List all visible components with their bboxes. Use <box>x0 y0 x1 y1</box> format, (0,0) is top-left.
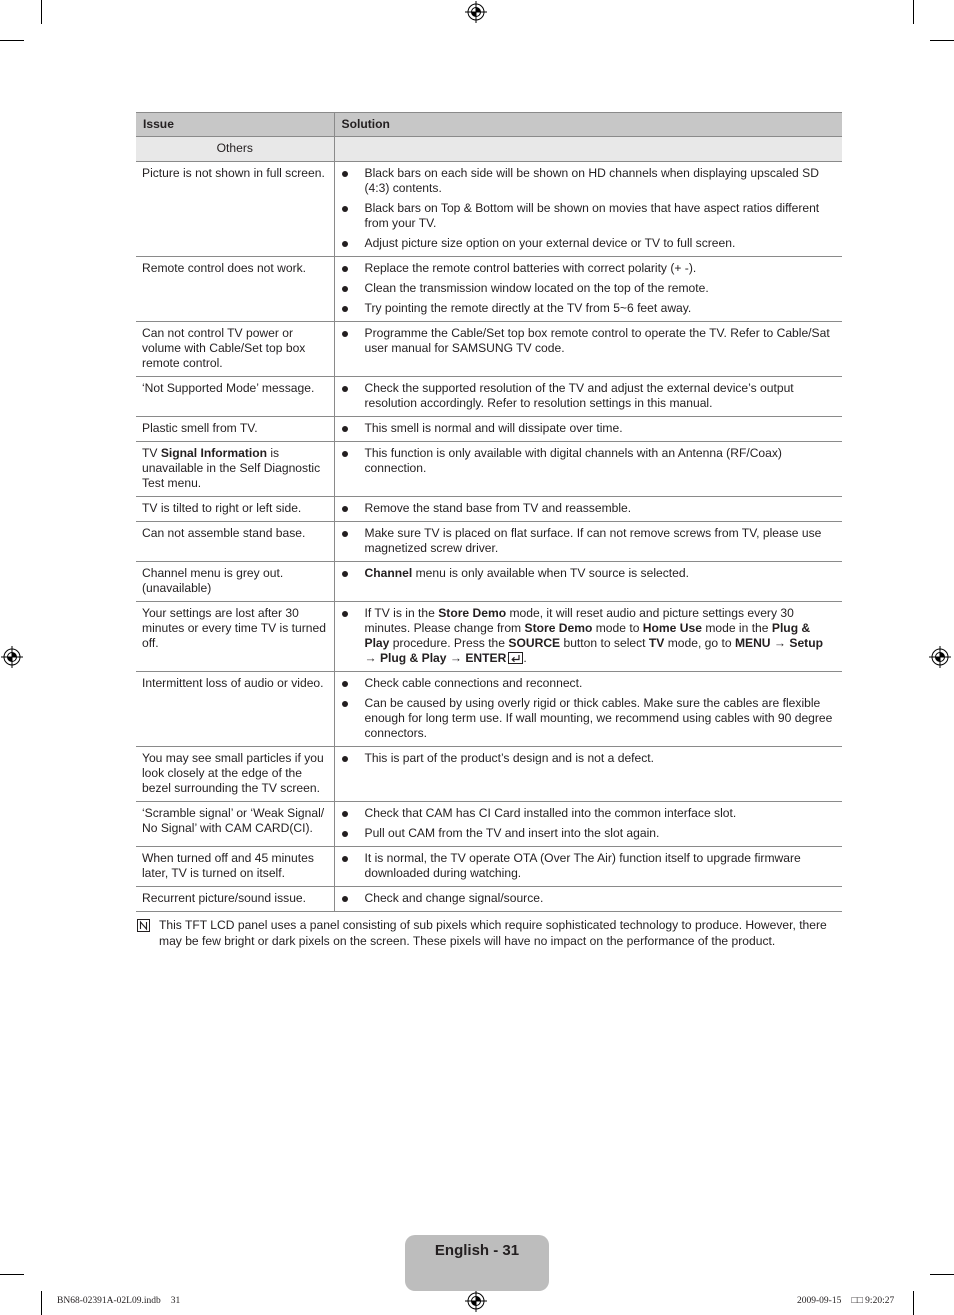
issue-cell <box>136 442 334 497</box>
solution-list <box>342 566 839 581</box>
solution-cell <box>334 847 842 887</box>
registration-mark-icon <box>929 646 951 668</box>
solution-list <box>342 526 839 556</box>
table-row <box>136 802 842 847</box>
bullet-icon <box>342 611 348 617</box>
issue-cell <box>136 497 334 522</box>
solution-cell <box>334 747 842 802</box>
issue-cell <box>136 522 334 562</box>
list-item <box>342 751 839 766</box>
bullet-icon <box>342 506 348 512</box>
text-run: Check that CAM has CI Card installed into the common interface slot. <box>364 806 737 820</box>
text-run: ‘Not Supported Mode’ message. <box>142 381 315 395</box>
bold-text: Home Use <box>642 621 702 635</box>
registration-mark-icon <box>465 1290 487 1312</box>
list-item <box>342 696 839 741</box>
bold-text: Channel <box>364 566 413 580</box>
list-item <box>342 326 839 356</box>
text-run: ‘Scramble signal’ or ‘Weak Signal/ No Signal’ with CAM CARD(CI). <box>142 806 325 835</box>
crop-mark <box>930 40 954 41</box>
text-run: mode, it will reset audio and picture settings every 30 minutes. Please change from <box>364 606 794 635</box>
page-label: English - 31 <box>434 1242 520 1259</box>
text-run: It is normal, the TV operate OTA (Over The Air) function itself to upgrade firmware downloaded during watching. <box>364 851 801 880</box>
list-item <box>342 806 839 821</box>
category-empty-cell <box>334 137 842 162</box>
text-run: → <box>770 636 790 650</box>
text-run: mode in the <box>701 621 772 635</box>
list-item <box>342 166 839 196</box>
text-run: . <box>523 651 527 665</box>
text-run: Try pointing the remote directly at the TV from 5~6 feet away. <box>364 301 692 315</box>
solution-cell <box>334 672 842 747</box>
table-row <box>136 672 842 747</box>
note <box>136 917 842 949</box>
table-row <box>136 417 842 442</box>
solution-cell <box>334 322 842 377</box>
text-run: Plastic smell from TV. <box>142 421 258 435</box>
table-row <box>136 847 842 887</box>
issue-column-header: Issue <box>136 113 334 137</box>
table-row <box>136 887 842 912</box>
page-number-tab <box>405 1235 549 1291</box>
bullet-icon <box>342 451 348 457</box>
text-run: → <box>364 651 380 665</box>
bullet-icon <box>342 856 348 862</box>
text-run: Black bars on Top & Bottom will be shown on movies that have aspect ratios different from your TV. <box>364 201 820 230</box>
bold-text: ENTER <box>465 651 507 665</box>
bullet-icon <box>342 831 348 837</box>
table-body <box>136 137 842 912</box>
crop-mark <box>913 0 914 24</box>
list-item <box>342 851 839 881</box>
list-item <box>342 261 839 276</box>
table-row <box>136 442 842 497</box>
bold-text: Plug & Play <box>379 651 447 665</box>
text-run: When turned off and 45 minutes later, TV is turned on itself. <box>142 851 314 880</box>
bullet-icon <box>342 681 348 687</box>
table-row <box>136 497 842 522</box>
bullet-icon <box>342 701 348 707</box>
bold-text: SOURCE <box>508 636 561 650</box>
bullet-icon <box>342 241 348 247</box>
text-run: If TV is in the <box>364 606 439 620</box>
text-run: This smell is normal and will dissipate over time. <box>364 421 623 435</box>
category-row <box>136 137 842 162</box>
list-item <box>342 826 839 841</box>
print-page-number: 31 <box>170 1296 181 1306</box>
solution-list <box>342 806 839 841</box>
issue-cell <box>136 257 334 322</box>
crop-mark <box>41 0 42 24</box>
text-run: → <box>446 651 466 665</box>
solution-cell <box>334 442 842 497</box>
issue-cell <box>136 802 334 847</box>
text-run: This is part of the product’s design and is not a defect. <box>364 751 655 765</box>
print-file-info <box>57 1295 180 1307</box>
text-run: TV <box>142 446 161 460</box>
solution-cell <box>334 602 842 672</box>
list-item <box>342 381 839 411</box>
text-run: Remote control does not work. <box>142 261 307 275</box>
table-header-row <box>136 113 842 137</box>
solution-list <box>342 381 839 411</box>
text-run: Channel menu is grey out. (unavailable) <box>142 566 284 595</box>
issue-cell <box>136 562 334 602</box>
issue-cell <box>136 602 334 672</box>
text-run: Make sure TV is placed on flat surface. If can not remove screws from TV, please use magnetized screw driver. <box>364 526 822 555</box>
list-item <box>342 301 839 316</box>
issue-cell <box>136 672 334 747</box>
solution-column-header: Solution <box>334 113 842 137</box>
text-run: Picture is not shown in full screen. <box>142 166 325 180</box>
list-item <box>342 421 839 436</box>
table-row <box>136 377 842 417</box>
list-item <box>342 281 839 296</box>
troubleshooting-section <box>136 112 842 949</box>
text-run: menu is only available when TV source is selected. <box>412 566 689 580</box>
text-run: Clean the transmission window located on the top of the remote. <box>364 281 709 295</box>
text-run: Replace the remote control batteries with correct polarity (+ -). <box>364 261 697 275</box>
bullet-icon <box>342 756 348 762</box>
table-row <box>136 747 842 802</box>
text-run: Adjust picture size option on your external device or TV to full screen. <box>364 236 736 250</box>
issue-cell <box>136 377 334 417</box>
text-run: Can not control TV power or volume with Cable/Set top box remote control. <box>142 326 306 370</box>
crop-mark <box>0 40 24 41</box>
solution-list <box>342 891 839 906</box>
issue-cell <box>136 847 334 887</box>
solution-cell <box>334 562 842 602</box>
solution-list <box>342 501 839 516</box>
issue-cell <box>136 887 334 912</box>
issue-cell <box>136 747 334 802</box>
note-text: This TFT LCD panel uses a panel consisting of sub pixels which require sophisticated technology to produce. However, there may be few bright or dark pixels on the screen. These pixels will have no impact on the performance of the product. <box>159 918 827 948</box>
issue-cell <box>136 162 334 257</box>
list-item <box>342 891 839 906</box>
list-item <box>342 236 839 251</box>
troubleshooting-table <box>136 112 842 912</box>
crop-mark <box>41 1291 42 1315</box>
solution-cell <box>334 802 842 847</box>
text-run: Your settings are lost after 30 minutes or every time TV is turned off. <box>142 606 326 650</box>
print-file-name: BN68-02391A-02L09.indb <box>57 1296 161 1306</box>
solution-cell <box>334 522 842 562</box>
table-row <box>136 162 842 257</box>
text-run: Recurrent picture/sound issue. <box>142 891 307 905</box>
list-item <box>342 526 839 556</box>
list-item <box>342 676 839 691</box>
list-item <box>342 566 839 581</box>
bold-text: MENU <box>734 636 771 650</box>
solution-cell <box>334 417 842 442</box>
solution-list <box>342 446 839 476</box>
text-run: This function is only available with digital channels with an Antenna (RF/Coax) connection. <box>364 446 782 475</box>
print-date-info <box>797 1295 894 1307</box>
solution-cell <box>334 257 842 322</box>
solution-cell <box>334 497 842 522</box>
bullet-icon <box>342 171 348 177</box>
text-run: Check the supported resolution of the TV and adjust the external device’s output resolution accordingly. Refer to resolution settings in this manual. <box>364 381 794 410</box>
crop-mark <box>913 1291 914 1315</box>
print-date: 2009-09-15 <box>797 1296 842 1306</box>
bullet-icon <box>342 266 348 272</box>
list-item <box>342 606 839 666</box>
solution-list <box>342 326 839 356</box>
solution-cell <box>334 162 842 257</box>
text-run: You may see small particles if you look closely at the edge of the bezel surrounding the TV screen. <box>142 751 324 795</box>
text-run: procedure. Press the <box>389 636 509 650</box>
bullet-icon <box>342 286 348 292</box>
bold-text: Signal Information <box>160 446 267 460</box>
text-run: Pull out CAM from the TV and insert into the slot again. <box>364 826 660 840</box>
bold-text: TV <box>648 636 665 650</box>
list-item <box>342 446 839 476</box>
text-run: is unavailable in the Self Diagnostic Test menu. <box>142 446 321 490</box>
bullet-icon <box>342 306 348 312</box>
bullet-icon <box>342 386 348 392</box>
text-run: TV is tilted to right or left side. <box>142 501 302 515</box>
bold-text: Store Demo <box>524 621 593 635</box>
text-run: Black bars on each side will be shown on HD channels when displaying upscaled SD (4:3) contents. <box>364 166 819 195</box>
text-run: Intermittent loss of audio or video. <box>142 676 324 690</box>
bold-text: Plug & Play <box>364 621 811 650</box>
solution-list <box>342 261 839 316</box>
bullet-icon <box>342 331 348 337</box>
crop-mark <box>0 1274 24 1275</box>
bullet-icon <box>342 206 348 212</box>
solution-list <box>342 851 839 881</box>
registration-mark-icon <box>465 1 487 23</box>
bullet-icon <box>342 426 348 432</box>
issue-cell <box>136 417 334 442</box>
text-run: Can not assemble stand base. <box>142 526 306 540</box>
crop-mark <box>930 1274 954 1275</box>
bold-text: Setup <box>789 636 823 650</box>
text-run: mode, go to <box>664 636 735 650</box>
enter-icon <box>508 652 523 664</box>
text-run: Can be caused by using overly rigid or thick cables. Make sure the cables are flexible enough for long term use. If wall mounting, we recommend using cables with 90 degree connectors. <box>364 696 833 740</box>
bullet-icon <box>342 571 348 577</box>
table-row <box>136 602 842 672</box>
bullet-icon <box>342 531 348 537</box>
issue-cell <box>136 322 334 377</box>
solution-list <box>342 676 839 741</box>
registration-mark-icon <box>1 646 23 668</box>
solution-list <box>342 606 839 666</box>
text-run: Check and change signal/source. <box>364 891 544 905</box>
solution-list <box>342 421 839 436</box>
text-run: Remove the stand base from TV and reassemble. <box>364 501 632 515</box>
table-row <box>136 522 842 562</box>
table-row <box>136 257 842 322</box>
note-icon <box>137 919 150 932</box>
bullet-icon <box>342 811 348 817</box>
solution-cell <box>334 377 842 417</box>
text-run: Check cable connections and reconnect. <box>364 676 583 690</box>
list-item <box>342 501 839 516</box>
solution-cell <box>334 887 842 912</box>
table-row <box>136 562 842 602</box>
solution-list <box>342 751 839 766</box>
category-label: Others <box>136 137 334 162</box>
text-run: Programme the Cable/Set top box remote control to operate the TV. Refer to Cable/Sat user manual for SAMSUNG TV code. <box>364 326 830 355</box>
bold-text: Store Demo <box>438 606 507 620</box>
solution-list <box>342 166 839 251</box>
table-row <box>136 322 842 377</box>
bullet-icon <box>342 896 348 902</box>
print-time: □□ 9:20:27 <box>851 1296 895 1306</box>
text-run: mode to <box>592 621 643 635</box>
list-item <box>342 201 839 231</box>
text-run: button to select <box>560 636 649 650</box>
